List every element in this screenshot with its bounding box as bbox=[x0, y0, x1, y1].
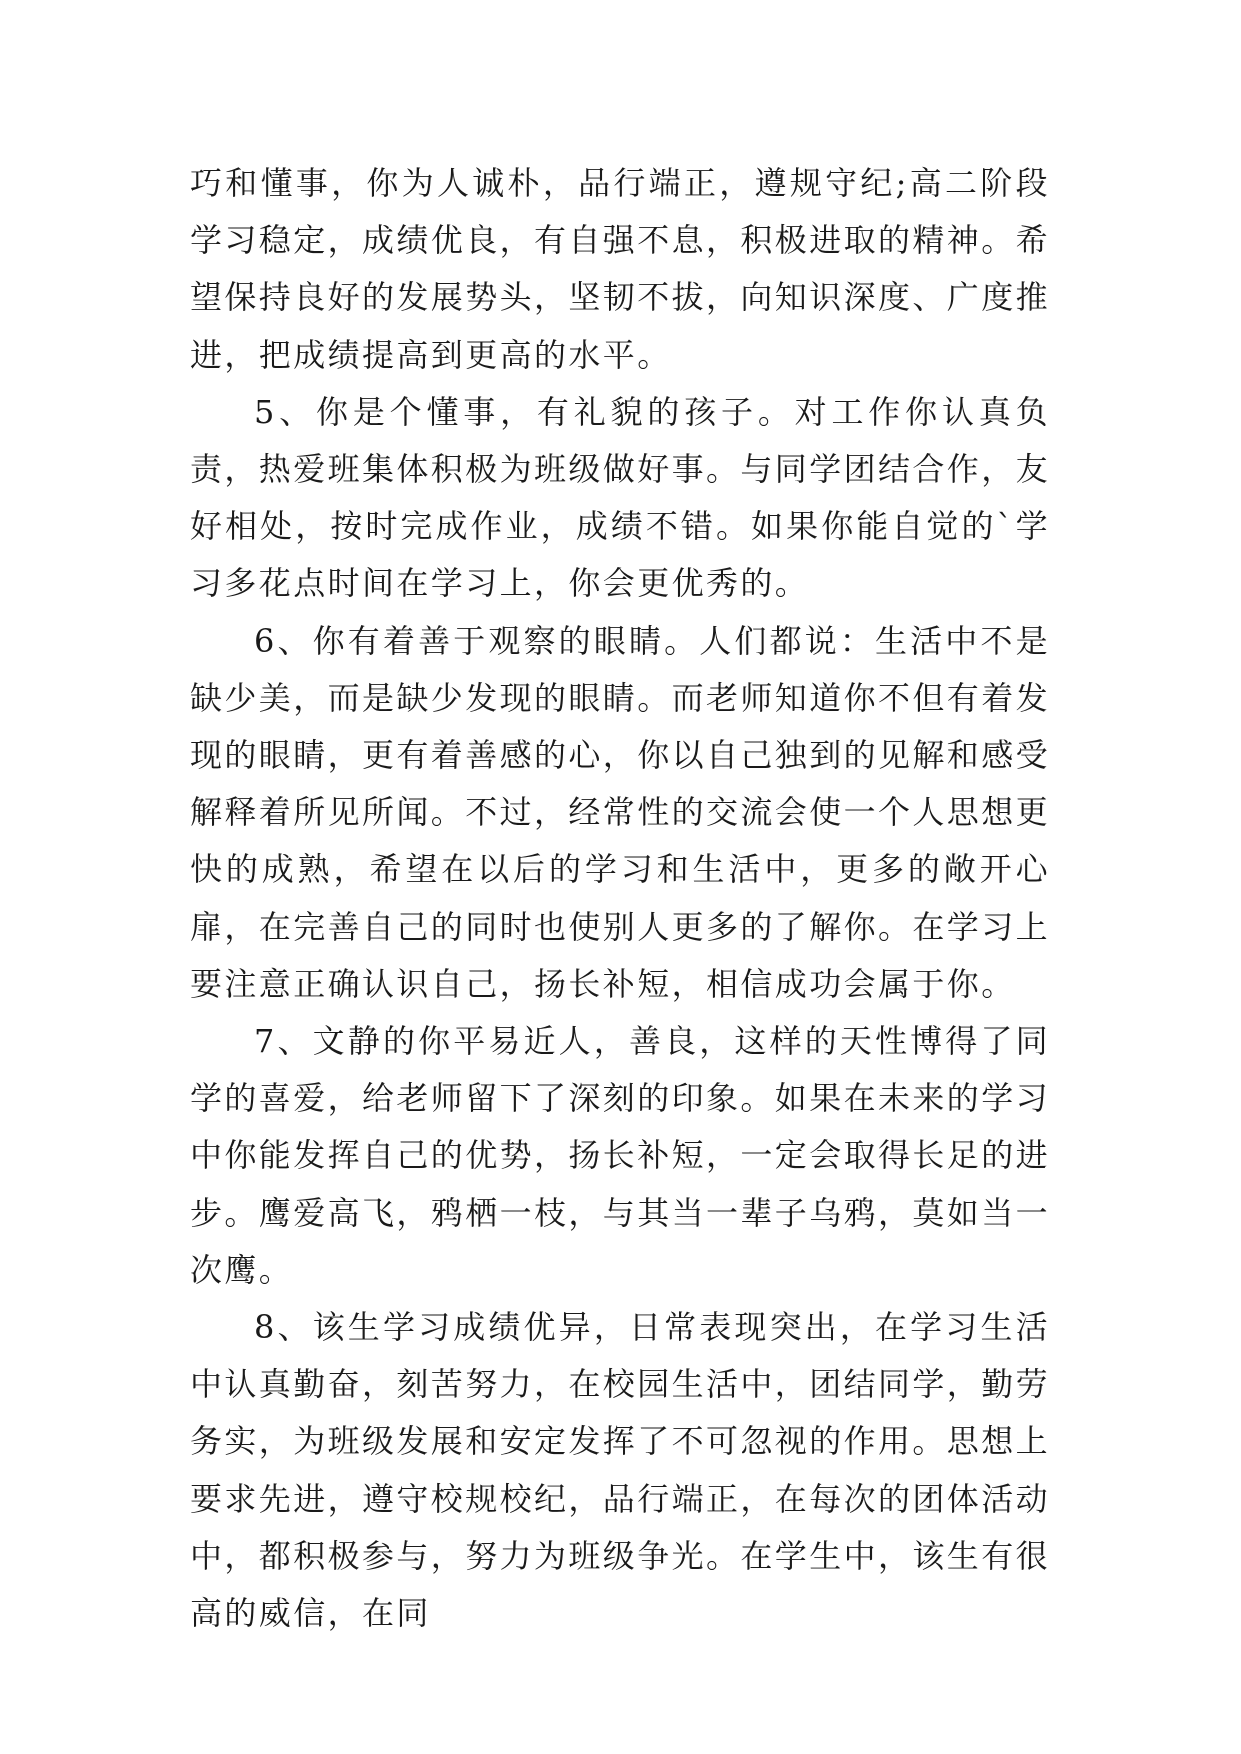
paragraph-comment-6: 6、你有着善于观察的眼睛。人们都说：生活中不是缺少美，而是缺少发现的眼睛。而老师知道你不但有着发现的眼睛，更有着善感的心，你以自己独到的见解和感受解释着所见所闻。不过，经常性的交流会使一个人思想更快的成熟，希望在以后的学习和生活中，更多的敞开心扉，在完善自己的同时也使别人更多的了解你。在学习上要注意正确认识自己，扬长补短，相信成功会属于你。 bbox=[190, 621, 1051, 1003]
paragraph-comment-5: 5、你是个懂事，有礼貌的孩子。对工作你认真负责，热爱班集体积极为班级做好事。与同学团结合作，友好相处，按时完成作业，成绩不错。如果你能自觉的`学习多花点时间在学习上，你会更优秀的。 bbox=[190, 392, 1051, 603]
document-body bbox=[190, 155, 1050, 1642]
paragraph-continuation: 巧和懂事，你为人诚朴，品行端正，遵规守纪;高二阶段学习稳定，成绩优良，有自强不息，积极进取的精神。希望保持良好的发展势头，坚韧不拔，向知识深度、广度推进，把成绩提高到更高的水平。 bbox=[190, 164, 1051, 374]
paragraph-comment-7: 7、文静的你平易近人，善良，这样的天性博得了同学的喜爱，给老师留下了深刻的印象。如果在未来的学习中你能发挥自己的优势，扬长补短，一定会取得长足的进步。鹰爱高飞，鸦栖一枝，与其当一辈子乌鸦，莫如当一次鹰。 bbox=[190, 1022, 1051, 1289]
paragraph-comment-8: 8、该生学习成绩优异，日常表现突出，在学习生活中认真勤奋，刻苦努力，在校园生活中，团结同学，勤劳务实，为班级发展和安定发挥了不可忽视的作用。思想上要求先进，遵守校规校纪，品行端正，在每次的团体活动中，都积极参与，努力为班级争光。在学生中，该生有很高的威信，在同 bbox=[190, 1308, 1051, 1633]
